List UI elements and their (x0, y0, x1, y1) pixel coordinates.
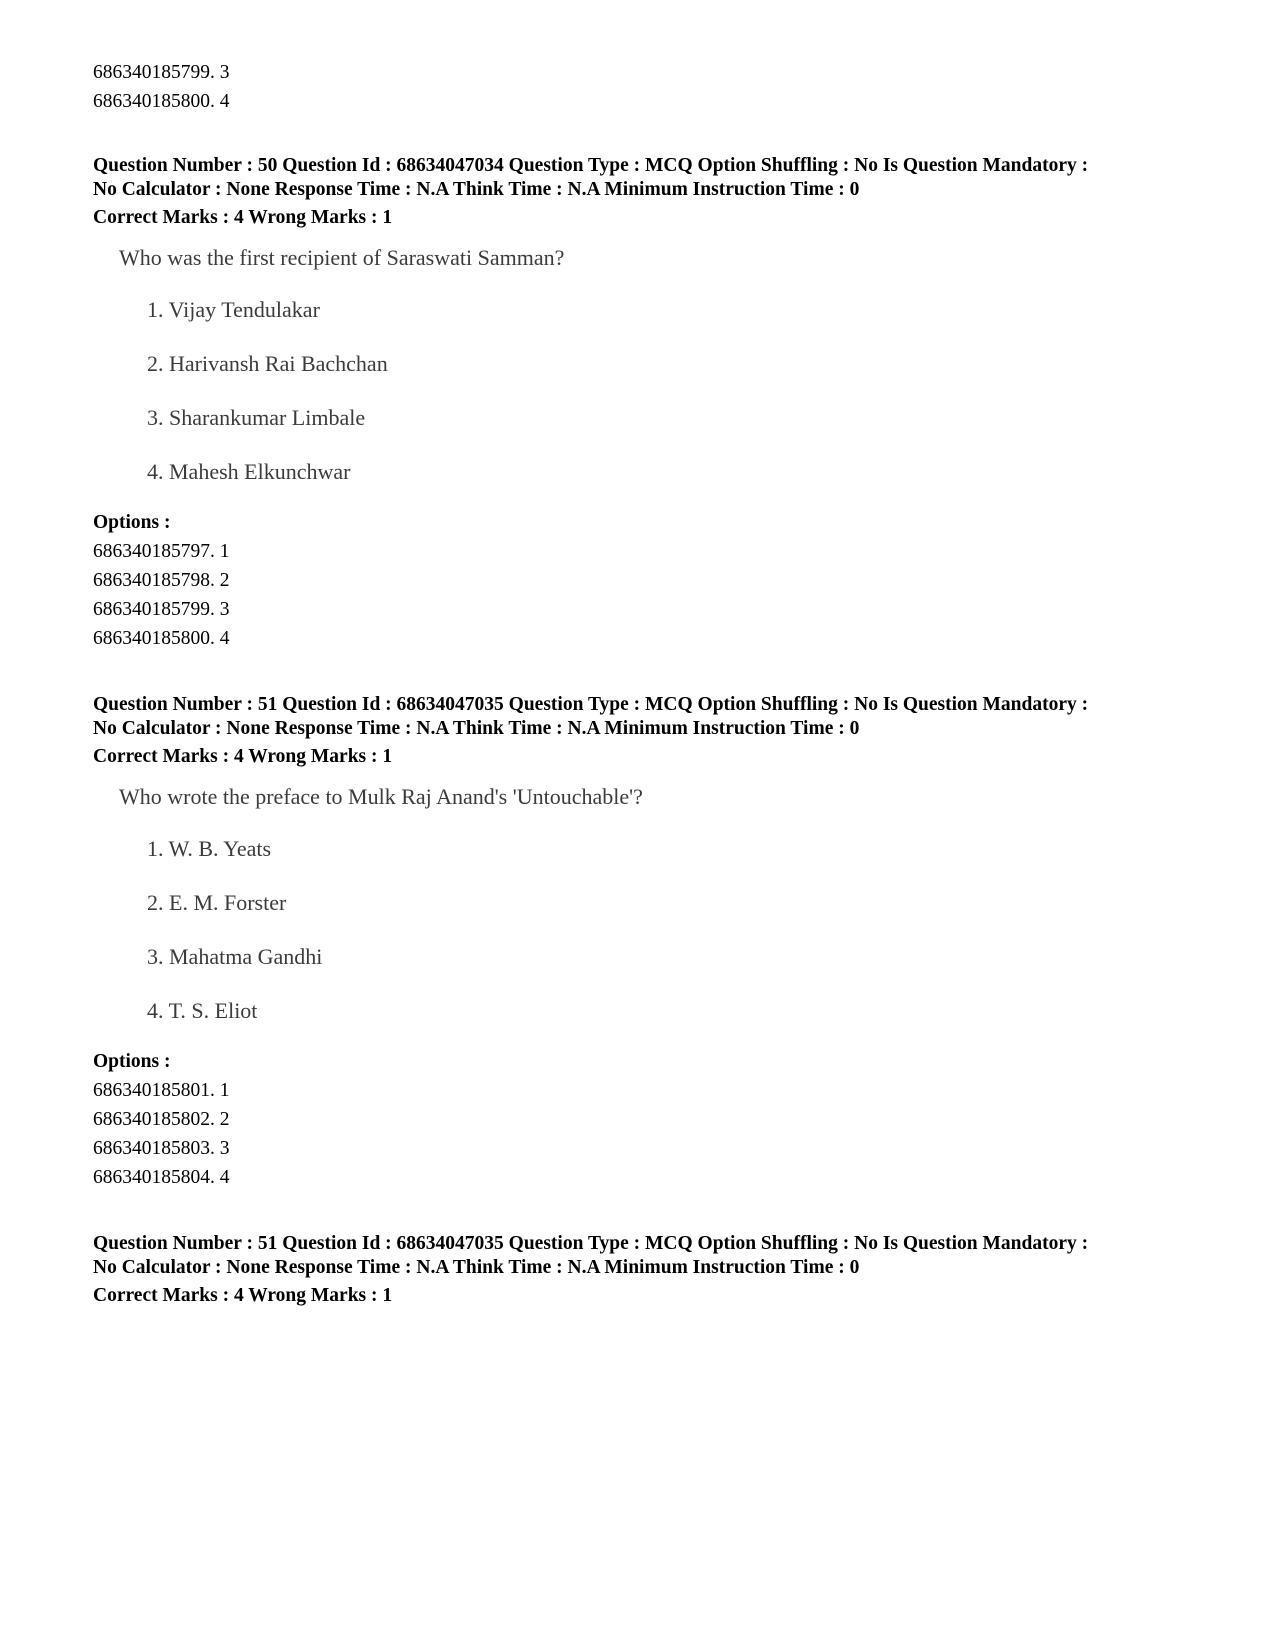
option-line: 686340185802. 2 (93, 1109, 230, 1130)
choice-3: 3. Mahatma Gandhi (147, 944, 323, 969)
options-label: Options : (93, 1051, 171, 1072)
question-marks: Correct Marks : 4 Wrong Marks : 1 (93, 1285, 393, 1306)
choice-3: 3. Sharankumar Limbale (147, 405, 366, 430)
question-header-line1: Question Number : 51 Question Id : 68634047035 Question Type : MCQ Option Shuffling : No Is Question Mandatory : (93, 1233, 1089, 1254)
question-51 (93, 693, 1213, 1192)
question-header-line1: Question Number : 51 Question Id : 68634047035 Question Type : MCQ Option Shuffling : No Is Question Mandatory : (93, 694, 1089, 715)
option-line: 686340185801. 1 (93, 1080, 230, 1101)
question-header-line1: Question Number : 50 Question Id : 68634047034 Question Type : MCQ Option Shuffling : No Is Question Mandatory : (93, 155, 1089, 176)
choice-4: 4. T. S. Eliot (147, 998, 258, 1023)
option-line: 686340185803. 3 (93, 1138, 230, 1159)
choice-1: 1. W. B. Yeats (147, 836, 272, 861)
question-marks: Correct Marks : 4 Wrong Marks : 1 (93, 746, 393, 767)
question-text: Who was the first recipient of Saraswati Samman? (119, 245, 565, 270)
option-line: 686340185797. 1 (93, 541, 230, 562)
options-label: Options : (93, 512, 171, 533)
question-50 (93, 154, 1213, 653)
choice-1: 1. Vijay Tendulakar (147, 297, 320, 322)
question-header-line2: No Calculator : None Response Time : N.A Think Time : N.A Minimum Instruction Time : 0 (93, 718, 860, 739)
choice-2: 2. E. M. Forster (147, 890, 287, 915)
option-line: 686340185800. 4 (93, 628, 230, 649)
question-body (119, 783, 1213, 1025)
previous-options-list (93, 58, 1213, 116)
question-marks: Correct Marks : 4 Wrong Marks : 1 (93, 207, 393, 228)
option-line: 686340185804. 4 (93, 1167, 230, 1188)
question-header-line2: No Calculator : None Response Time : N.A Think Time : N.A Minimum Instruction Time : 0 (93, 179, 860, 200)
choice-4: 4. Mahesh Elkunchwar (147, 459, 351, 484)
question-51-repeat (93, 1232, 1213, 1308)
question-text: Who wrote the preface to Mulk Raj Anand's 'Untouchable'? (119, 784, 643, 809)
option-line: 686340185799. 3 (93, 599, 230, 620)
choice-2: 2. Harivansh Rai Bachchan (147, 351, 388, 376)
option-line: 686340185799. 3 (93, 62, 230, 83)
option-line: 686340185798. 2 (93, 570, 230, 591)
question-header-line2: No Calculator : None Response Time : N.A Think Time : N.A Minimum Instruction Time : 0 (93, 1257, 860, 1278)
document-page (93, 58, 1213, 1308)
question-body (119, 244, 1213, 486)
option-line: 686340185800. 4 (93, 91, 230, 112)
